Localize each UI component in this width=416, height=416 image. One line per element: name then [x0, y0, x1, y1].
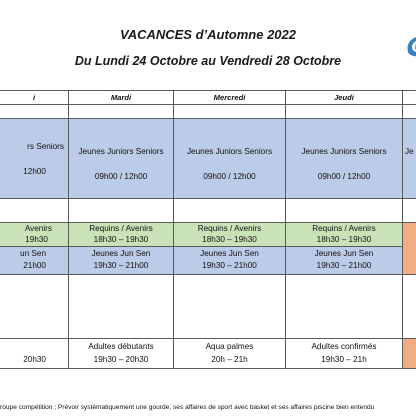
session-label: Jeunes Jun Sen — [91, 249, 151, 258]
session-time: 19h30 – 21h00 — [202, 261, 257, 270]
session-time: 21h00 — [23, 261, 46, 270]
session-time: 12h00 — [23, 167, 46, 176]
session-time: 09h00 / 12h00 — [203, 172, 256, 181]
session-thursday-evening2 — [286, 247, 402, 274]
session-label: Adultes débutants — [88, 342, 154, 351]
day-header-thursday: Jeudi — [334, 93, 354, 102]
session-monday-evening2 — [0, 247, 68, 274]
session-thursday-evening1 — [286, 223, 402, 246]
session-label: Adultes confirmés — [311, 342, 377, 351]
session-time: 18h30 – 19h30 — [93, 235, 149, 244]
session-wednesday-adults — [174, 339, 285, 368]
session-time: 19h30 — [25, 235, 48, 244]
session-label: Requins / Avenirs — [89, 224, 153, 233]
session-label: Aqua palmes — [205, 342, 254, 351]
day-header-tuesday: Mardi — [110, 93, 132, 102]
session-label: Je — [405, 147, 414, 156]
grid-line — [0, 198, 416, 199]
session-time: 09h00 / 12h00 — [94, 172, 148, 181]
session-monday-evening1 — [0, 223, 68, 246]
session-thursday-morning — [286, 119, 402, 198]
grid-line — [0, 274, 416, 275]
day-header-friday — [403, 91, 416, 105]
session-thursday-adults — [286, 339, 402, 368]
session-wednesday-evening2 — [174, 247, 285, 274]
session-tuesday-evening2 — [69, 247, 173, 274]
session-label: Jeunes Juniors Seniors — [78, 147, 164, 156]
session-label: Jeunes Jun Sen — [200, 249, 259, 258]
session-time: 20h – 21h — [211, 355, 248, 364]
session-friday-evening — [403, 223, 416, 274]
session-tuesday-evening1 — [69, 223, 173, 246]
session-monday-morning — [0, 119, 68, 198]
session-tuesday-morning — [69, 119, 173, 198]
page-title: VACANCES d’Automne 2022 — [119, 27, 296, 42]
session-wednesday-evening1 — [174, 223, 285, 246]
session-time: 09h00 / 12h00 — [317, 172, 371, 181]
session-time: 18h30 – 19h30 — [316, 235, 372, 244]
footer-note: roupe compétition ; Prévoir systématiquement une gourde, ses affaires de sport avec basket et ses affaires piscine bien entendu — [0, 404, 375, 411]
session-label: rs Seniors — [27, 142, 64, 151]
session-wednesday-morning — [174, 119, 285, 198]
session-time: 19h30 – 20h30 — [93, 355, 149, 364]
day-header-wednesday: Mercredi — [213, 93, 246, 102]
session-time: 19h30 – 21h — [321, 355, 367, 364]
page-subtitle: Du Lundi 24 Octobre au Vendredi 28 Octobre — [74, 54, 342, 68]
session-label: Requins / Avenirs — [312, 224, 376, 233]
session-friday-morning — [403, 119, 416, 198]
club-logo-icon — [404, 34, 416, 58]
session-label: Jeunes Jun Sen — [314, 249, 374, 258]
session-label: Jeunes Juniors Seniors — [186, 147, 273, 156]
session-time: 19h30 – 21h00 — [316, 261, 372, 270]
session-monday-adults — [0, 339, 68, 368]
session-tuesday-adults — [69, 339, 173, 368]
day-header-monday: i — [32, 93, 36, 102]
session-label: Jeunes Juniors Seniors — [301, 147, 387, 156]
session-label: un Sen — [20, 249, 46, 258]
session-time: 18h30 – 19h30 — [202, 235, 257, 244]
grid-line — [0, 368, 416, 369]
session-label: Requins / Avenirs — [197, 224, 262, 233]
session-label: Avenirs — [24, 224, 52, 233]
session-time: 20h30 — [23, 355, 46, 364]
session-time: 19h30 – 21h00 — [93, 261, 149, 270]
session-friday-adults — [403, 339, 416, 368]
